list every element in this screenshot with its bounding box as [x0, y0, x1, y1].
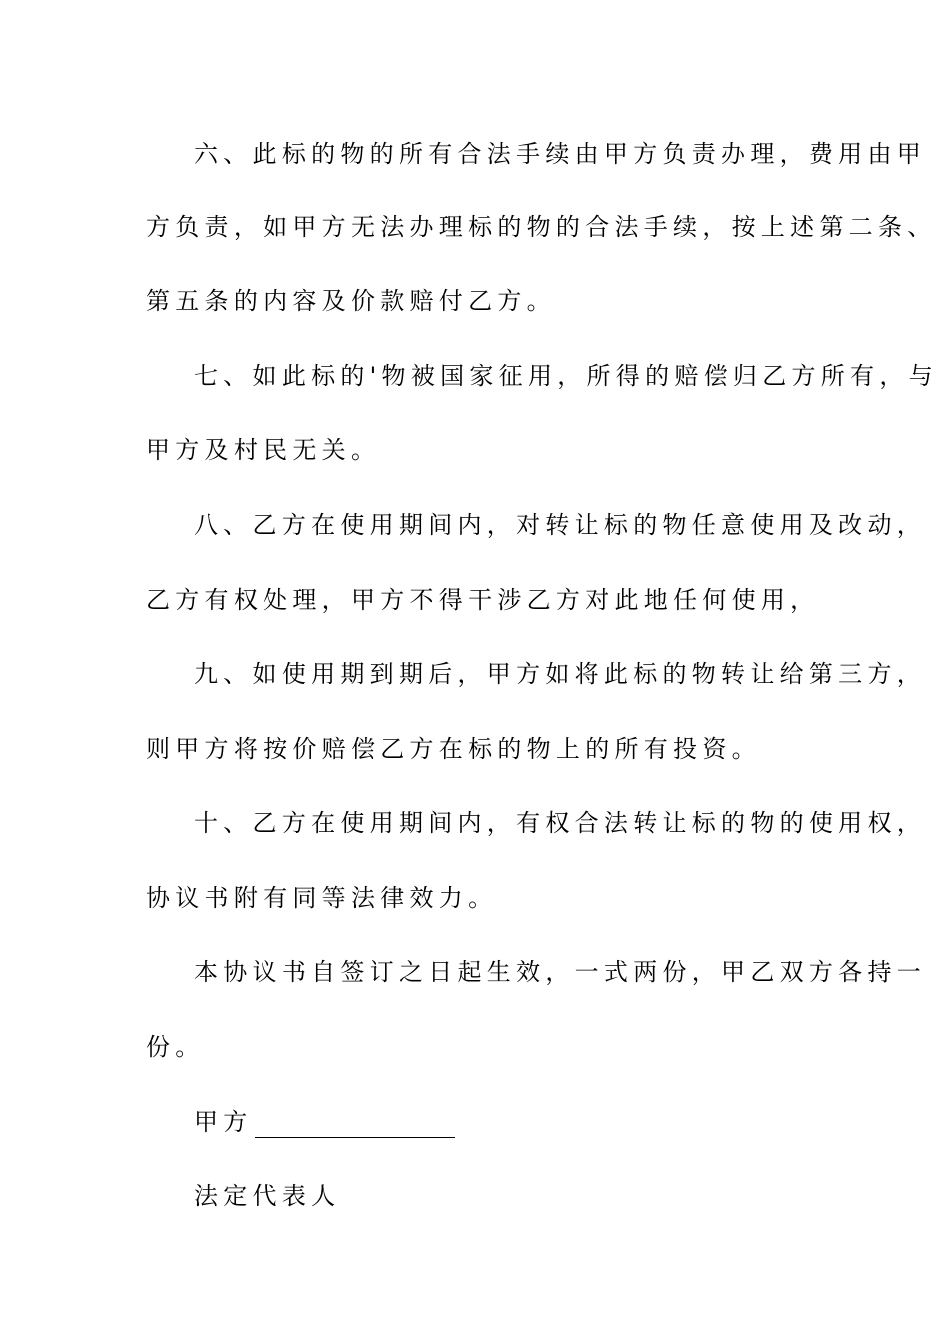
legal-rep-label: 法定代表人: [194, 1182, 341, 1210]
clause-7-line-1: 七、如此标的'物被国家征用，所得的赔偿归乙方所有，与: [194, 362, 938, 390]
clause-6-line-3: 第五条的内容及价款赔付乙方。: [146, 287, 556, 315]
closing-line-1: 本协议书自签订之日起生效，一式两份，甲乙双方各持一: [194, 958, 926, 986]
clause-8-line-1: 八、乙方在使用期间内，对转让标的物任意使用及改动，: [194, 511, 926, 539]
clause-6-line-1: 六、此标的物的所有合法手续由甲方负责办理，费用由甲: [194, 140, 926, 168]
clause-6-line-2: 方负责，如甲方无法办理标的物的合法手续，按上述第二条、: [146, 213, 937, 241]
clause-9-line-1: 九、如使用期到期后，甲方如将此标的物转让给第三方，: [194, 660, 926, 688]
clause-10-line-1: 十、乙方在使用期间内，有权合法转让标的物的使用权，: [194, 809, 926, 837]
clause-7-line-2: 甲方及村民无关。: [146, 436, 381, 464]
closing-line-2: 份。: [146, 1033, 205, 1061]
party-a-signature-line: [255, 1111, 455, 1138]
clause-8-line-2: 乙方有权处理，甲方不得干涉乙方对此地任何使用，: [146, 586, 820, 614]
party-a-signature: [194, 1106, 455, 1138]
party-a-label: 甲方: [194, 1108, 253, 1136]
clause-10-line-2: 协议书附有同等法律效力。: [146, 884, 498, 912]
clause-9-line-2: 则甲方将按价赔偿乙方在标的物上的所有投资。: [146, 735, 761, 763]
